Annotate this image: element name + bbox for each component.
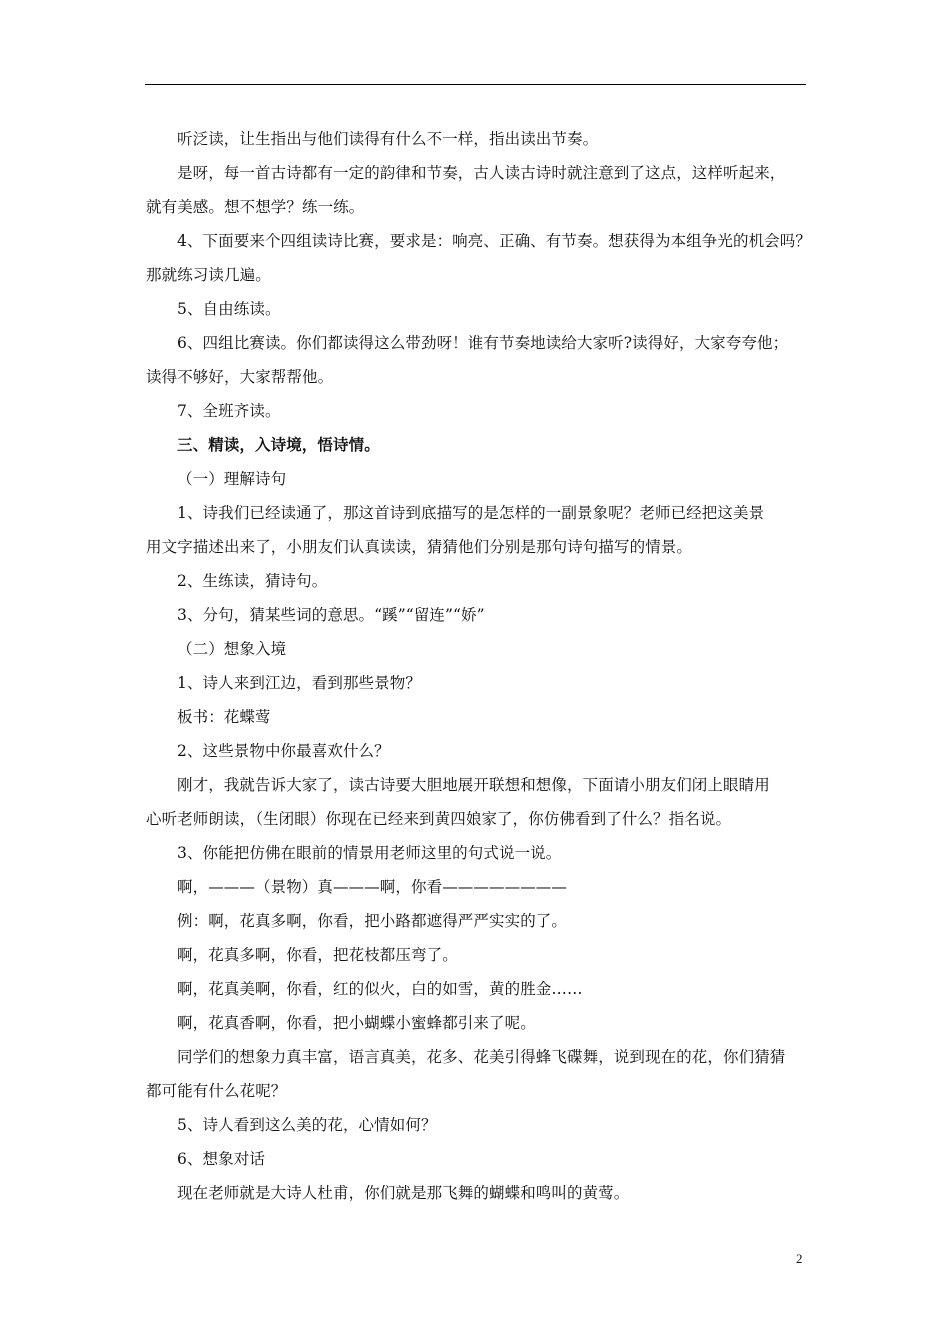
text-line: 5、自由练读。 [177,300,281,318]
text-line: 6、四组比赛读。你们都读得这么带劲呀！谁有节奏地读给大家听?读得好，大家夸夸他； [177,334,789,352]
text-line: 读得不够好，大家帮帮他。 [146,368,334,386]
text-line: 啊，———（景物）真———啊，你看———————— [177,878,568,896]
text-line: 3、你能把仿佛在眼前的情景用老师这里的句式说一说。 [177,844,562,862]
text-line: 1、诗我们已经读通了，那这首诗到底描写的是怎样的一副景象呢？老师已经把这美景 [177,504,765,522]
text-line: 用文字描述出来了，小朋友们认真读读，猜猜他们分别是那句诗句描写的情景。 [146,538,693,556]
text-line: 心听老师朗读，（生闭眼）你现在已经来到黄四娘家了，你仿佛看到了什么？指名说。 [146,810,732,828]
text-line: 板书：花蝶莺 [177,708,271,726]
body-text [146,122,811,1210]
text-line: 都可能有什么花呢？ [146,1082,287,1100]
text-line: 6、想象对话 [177,1150,265,1168]
text-line: 5、诗人看到这么美的花，心情如何？ [177,1116,437,1134]
text-line: 3、分句，猜某些词的意思。“蹊”“留连”“娇” [177,606,485,624]
text-line: 现在老师就是大诗人杜甫，你们就是那飞舞的蝴蝶和鸣叫的黄莺。 [177,1184,630,1202]
text-line: 就有美感。想不想学？练一练。 [146,198,365,216]
text-line: 刚才，我就告诉大家了，读古诗要大胆地展开联想和想像，下面请小朋友们闭上眼睛用 [177,776,770,794]
text-line: 例：啊，花真多啊，你看，把小路都遮得严严实实的了。 [177,912,568,930]
text-line: 听泛读，让生指出与他们读得有什么不一样，指出读出节奏。 [177,130,599,148]
text-line: 2、这些景物中你最喜欢什么？ [177,742,390,760]
section-heading: 三、精读，入诗境，悟诗情。 [177,435,380,454]
text-line: 7、全班齐读。 [177,402,281,420]
text-line: （二）想象入境 [177,640,287,658]
text-line: 同学们的想象力真丰富，语言真美，花多、花美引得蜂飞碟舞，说到现在的花，你们猜猜 [177,1048,786,1066]
text-line: 啊，花真香啊，你看，把小蝴蝶小蜜蜂都引来了呢。 [177,1014,536,1032]
text-line: 2、生练读，猜诗句。 [177,572,328,590]
text-line: 啊，花真多啊，你看，把花枝都压弯了。 [177,946,458,964]
page-number: 2 [796,1251,803,1266]
text-line: 4、下面要来个四组读诗比赛，要求是：响亮、正确、有节奏。想获得为本组争光的机会吗？ [177,232,811,250]
text-line: 那就练习读几遍。 [146,266,271,284]
text-line: 1、诗人来到江边，看到那些景物？ [177,674,421,692]
text-line: （一）理解诗句 [177,470,287,488]
header-rule [145,84,806,85]
text-line: 啊，花真美啊，你看，红的似火，白的如雪，黄的胜金…… [177,980,583,998]
text-line: 是呀，每一首古诗都有一定的韵律和节奏，古人读古诗时就注意到了这点，这样听起来， [177,164,786,182]
